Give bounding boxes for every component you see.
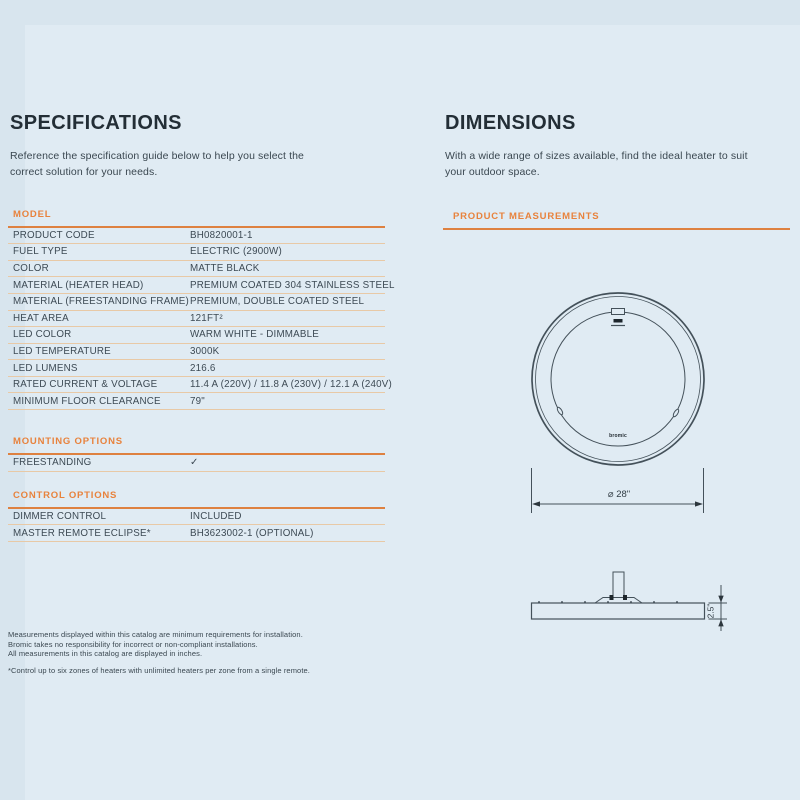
row-value: INCLUDED	[190, 510, 242, 522]
footnotes	[8, 630, 388, 675]
brand-logo-text: bromic	[609, 433, 627, 439]
specifications-title: SPECIFICATIONS	[10, 112, 182, 134]
side-view-drawing	[532, 572, 728, 631]
footnote-line: Measurements displayed within this catalog are minimum requirements for installation.	[8, 630, 303, 639]
row-label: MASTER REMOTE ECLIPSE*	[13, 527, 151, 539]
table-row	[8, 244, 385, 261]
row-label: HEAT AREA	[13, 312, 69, 324]
footnote-remote-control: *Control up to six zones of heaters with unlimited heaters per zone from a single remote.	[8, 665, 310, 675]
row-value: ELECTRIC (2900W)	[190, 246, 282, 258]
row-value: 11.4 A (220V) / 11.8 A (230V) / 12.1 A (240V)	[190, 379, 392, 391]
row-label: FREESTANDING	[13, 457, 92, 469]
dimensions-intro: With a wide range of sizes available, find the ideal heater to suit your outdoor space.	[445, 150, 748, 179]
table-row	[8, 311, 385, 328]
row-label: COLOR	[13, 263, 49, 275]
row-value: BH3623002-1 (OPTIONAL)	[190, 527, 314, 539]
row-label: LED TEMPERATURE	[13, 345, 111, 357]
section-title: MOUNTING OPTIONS	[8, 436, 385, 455]
row-label: FUEL TYPE	[13, 246, 68, 258]
table-row	[8, 377, 392, 394]
row-label: MATERIAL (FREESTANDING FRAME)	[13, 296, 189, 308]
table-row	[8, 455, 385, 472]
spec-section-mounting-options	[8, 436, 385, 472]
row-value: MATTE BLACK	[190, 263, 260, 275]
row-value: 121FT²	[190, 312, 223, 324]
row-value: PREMIUM COATED 304 STAINLESS STEEL	[190, 279, 395, 291]
mount-tab	[612, 309, 625, 315]
section-divider	[443, 228, 790, 230]
table-row	[8, 360, 385, 377]
footnote-line: Bromic takes no responsibility for incorrect or non-compliant installations.	[8, 639, 258, 649]
table-row	[8, 344, 385, 361]
product-drawing	[443, 240, 790, 670]
clip-left	[556, 406, 564, 415]
mount-bracket	[595, 598, 642, 604]
dimensions-title: DIMENSIONS	[445, 112, 576, 134]
table-row	[8, 261, 385, 278]
specifications-intro: Reference the specification guide below to help you select the correct solution for your needs.	[10, 150, 304, 179]
row-value: 216.6	[190, 362, 216, 374]
row-label: DIMMER CONTROL	[13, 510, 107, 522]
row-label: LED COLOR	[13, 329, 72, 341]
diameter-dimension	[532, 468, 704, 513]
section-title: CONTROL OPTIONS	[8, 490, 385, 509]
row-value: 3000K	[190, 345, 220, 357]
row-label: PRODUCT CODE	[13, 229, 95, 241]
spec-section-control-options	[8, 490, 385, 542]
row-label: RATED CURRENT & VOLTAGE	[13, 379, 158, 391]
table-row	[8, 277, 395, 294]
row-value: 79"	[190, 395, 205, 407]
row-label: MATERIAL (HEATER HEAD)	[13, 279, 144, 291]
thickness-label: 2.5"	[705, 603, 716, 619]
spec-tables	[8, 208, 395, 542]
table-row	[8, 525, 385, 542]
table-row	[8, 294, 385, 311]
footnote-line: All measurements in this catalog are displayed in inches.	[8, 649, 203, 659]
row-value: ✓	[190, 457, 199, 469]
table-row	[8, 327, 385, 344]
section-title: MODEL	[8, 209, 385, 228]
row-value: PREMIUM, DOUBLE COATED STEEL	[190, 296, 365, 308]
spec-section-model	[8, 208, 395, 411]
clip-right	[672, 408, 680, 417]
row-label: MINIMUM FLOOR CLEARANCE	[13, 395, 161, 407]
product-measurements-label: PRODUCT MEASUREMENTS	[453, 210, 600, 222]
specifications-column	[8, 112, 395, 542]
table-row	[8, 393, 385, 410]
heater-disc	[532, 603, 705, 619]
front-view-drawing	[532, 293, 705, 513]
thickness-dimension	[706, 585, 728, 631]
row-label: LED LUMENS	[13, 362, 78, 374]
post	[613, 572, 624, 598]
mount-foot	[614, 319, 623, 323]
table-row	[8, 509, 385, 526]
dimensions-column	[443, 112, 790, 230]
row-value: WARM WHITE - DIMMABLE	[190, 329, 320, 341]
diameter-label: ⌀ 28"	[607, 489, 631, 500]
table-row	[8, 228, 385, 245]
row-value: BH0820001-1	[190, 229, 253, 241]
